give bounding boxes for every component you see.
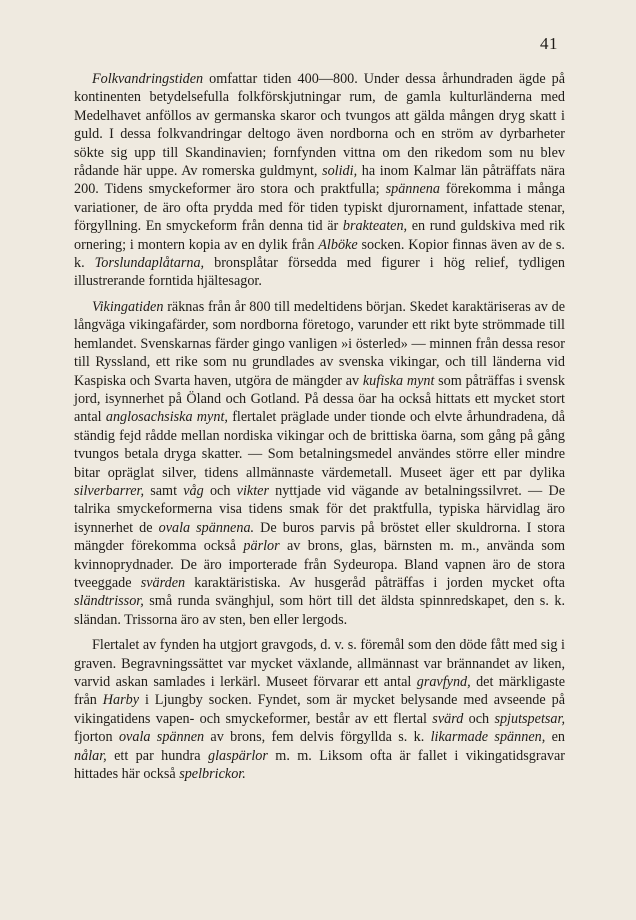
italic-term: Alböke [318, 236, 358, 253]
text-run: m. m. Liksom ofta är fallet i vikingatidsgravar hittades här också [74, 747, 565, 783]
page-number: 41 [540, 34, 558, 53]
italic-term: svärd [432, 710, 464, 727]
italic-term: sländtrissor, [74, 593, 144, 610]
italic-term: nålar, [74, 747, 107, 764]
text-run: nyttjade vid vägande av betalningssilvret. — De talrika smyckeformerna visa tidens smak för det praktfulla, typiska härvidlag äro isynnerhet de [74, 482, 566, 536]
paragraph-folkvandringstiden [74, 70, 565, 291]
italic-term: spännena [385, 181, 440, 198]
italic-term: silverbarrer, [74, 482, 145, 499]
body-text [74, 70, 565, 790]
text-run: en [545, 729, 565, 746]
text-run: i Ljungby socken. Fyndet, som är mycket belysande med avseende på vikingatidens vapen- och smyckeformer, består av ett flertal [74, 692, 566, 727]
italic-term: Vikingatiden [92, 298, 164, 315]
italic-term: våg [183, 482, 204, 499]
text-run: små runda svänghjul, som hört till det äldsta spinnredskapet, den s. k. sländan. Trissorna äro av sten, ben eller lergods. [74, 593, 565, 628]
italic-term: vikter [236, 482, 269, 499]
text-run: ett par hundra [106, 747, 208, 764]
text-run: samt [144, 482, 184, 499]
text-run: av brons, glas, bärnsten m. m., använda som kvinnoprydnader. De äro importerade från Sydeuropa. Bland vapnen äro de stora tveeggade [74, 538, 565, 591]
italic-term: spjutspetsar, [494, 710, 565, 727]
paragraph-gravfynd [74, 636, 565, 783]
italic-term: pärlor [243, 538, 280, 555]
text-run: karaktäristiska. Av husgeråd påträffas i jorden mycket ofta [185, 574, 565, 591]
italic-term: ovala spännena. [158, 519, 255, 536]
paragraph-vikingatiden [74, 298, 565, 629]
text-run: omfattar tiden 400—800. Under dessa århundraden ägde på kontinenten betydelsefulla folkförskjutningar rum, de gamla kulturländerna med Medelhavet anföllos av germanska skaror och tvungos att gälda mången dryg skatt i guld. I dessa folkvandringar deltogo även nordborna och en ström av dyrbarheter sökte sig upp till Skandinavien; fornfynden vittna om den rikedom som nu blev rådande här uppe. Av romerska guldmynt, [74, 71, 565, 180]
text-run: av brons, fem delvis förgyllda s. k. [204, 729, 431, 746]
text-run: och [203, 482, 237, 499]
italic-term: gravfynd, [416, 674, 471, 690]
text-run: De buros parvis på bröstet eller skuldrorna. I stora mängder förekomma också [74, 519, 565, 555]
text-run: socken. Kopior finnas även av de s. k. [74, 236, 565, 272]
text-run: ha inom Kalmar län påträffats nära 200. Tidens smyckeformer äro stora och praktfulla; [74, 163, 565, 198]
text-run: som påträffas i svensk jord, isynnerhet på Öland och Gotland. På dessa öar ha också hittats ett mycket stort antal [74, 372, 566, 426]
italic-term: svärden [140, 574, 186, 591]
text-run: fjorton [74, 729, 119, 746]
text-run: flertalet präglade under tionde och elvte århundradena, då ständig fejd rådde mellan nordiska vikingar och de brittiska öarna, som gång på gång tvungos betala dryga skatter. — Som betalningsmedel användes större eller mindre bitar opräglat silver, tidens allmännaste värdemetall. Museet äger ett par dylika [74, 409, 565, 481]
italic-term: kufiska mynt [362, 372, 435, 389]
italic-term: Folkvandringstiden [92, 71, 204, 87]
italic-term: spelbrickor. [179, 766, 246, 783]
text-run: förekomma i många variationer, de äro ofta prydda med för tiden typiskt djurornament, infattade stenar, förgyllning. En smyckeform från denna tid är [74, 181, 565, 235]
text-run: det märkligaste från [74, 674, 565, 709]
italic-term: glaspärlor [207, 747, 268, 764]
italic-term: anglosachsiska mynt, [105, 409, 228, 426]
italic-term: Torslundaplåtarna, [94, 255, 205, 272]
italic-term: solidi, [322, 163, 358, 180]
text-run: en rund guldskiva med rik ornering; i montern kopia av en dylik från [74, 218, 565, 253]
italic-term: Harby [102, 692, 140, 709]
text-run: räknas från år 800 till medeltidens början. Skedet karaktäriseras av de långväga vikingafärder, som nordborna företogo, varunder ett rikt byte strömmade till hemlandet. Svenskarnas färder gingo vanligen »i österled» — minnen från dessa resor till Ryssland, ett rike som nu grundlades av svenska vikingar, och till länderna vid Kaspiska och Svarta haven, utgöra de mängder av [74, 298, 565, 389]
text-run: Flertalet av fynden ha utgjort gravgods, d. v. s. föremål som den döde fått med sig i graven. Begravningssättet var mycket växlande, allmännast var brännandet av liken, varvid askan samlades i lerkärl. Museet förvarar ett antal [74, 637, 565, 690]
italic-term: brakteaten, [342, 218, 408, 235]
italic-term: ovala spännen [118, 729, 205, 746]
text-run: bronsplåtar försedda med figurer i hög relief, tydligen illustrerande forntida hjältesagor. [74, 255, 565, 290]
italic-term: likarmade spännen, [430, 729, 546, 746]
text-run: och [463, 710, 495, 727]
